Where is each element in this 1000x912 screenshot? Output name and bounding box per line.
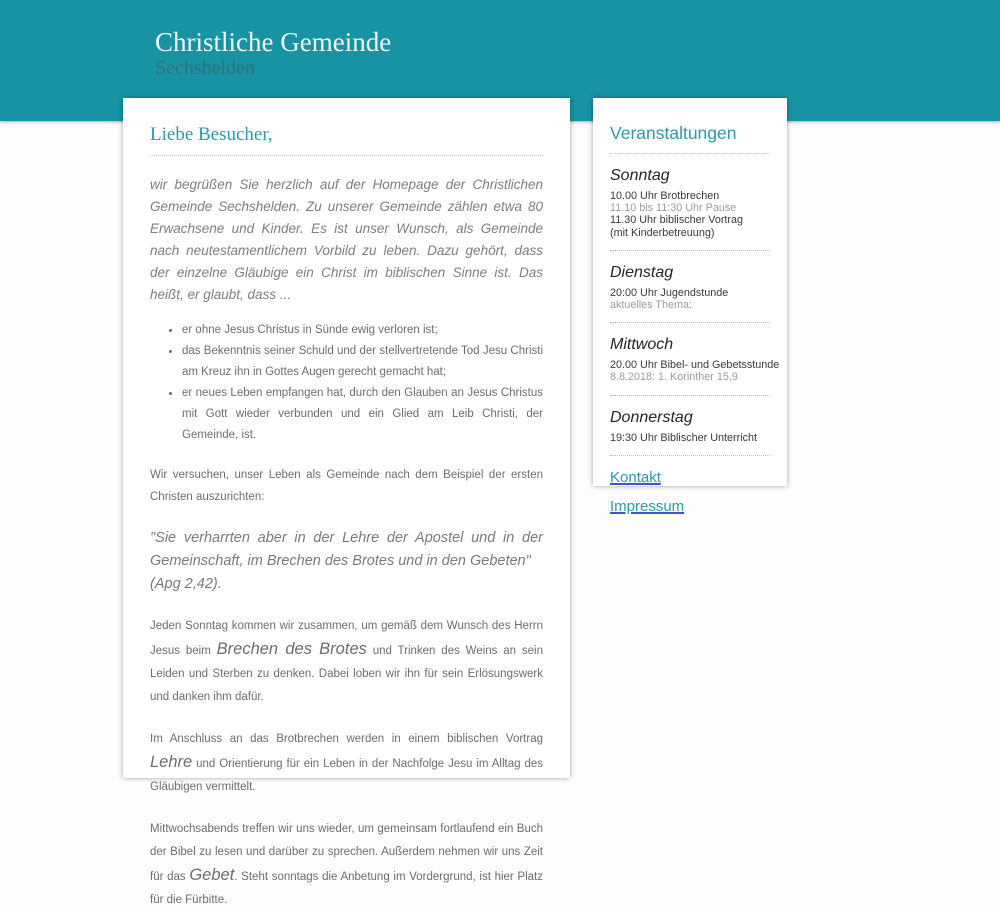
main-content-card <box>123 98 570 906</box>
event-line: 8.8.2018: 1. Korinther 15,9 <box>610 371 738 384</box>
event-line: 11.10 bis 11:30 Uhr Pause <box>610 202 737 215</box>
events-title: Veranstaltungen <box>610 123 770 154</box>
quote-source: (Apg 2,42). <box>150 576 222 592</box>
paragraph-gebet <box>150 818 543 912</box>
day-title: Mittwoch <box>610 336 674 354</box>
events-sidebar-card <box>593 98 787 515</box>
event-line: aktuelles Thema: <box>610 299 693 312</box>
impressum-link[interactable]: Impressum <box>610 497 685 515</box>
bible-quote <box>150 527 543 596</box>
paragraph-text: Im Anschluss an das Brotbrechen werden in einem biblischen Vortrag <box>150 733 543 745</box>
belief-list <box>150 320 543 446</box>
event-section-donnerstag <box>610 409 770 456</box>
paragraph-lehre <box>150 728 543 799</box>
kontakt-link-row <box>610 456 770 485</box>
divider <box>610 322 770 323</box>
mission-paragraph: Wir versuchen, unser Leben als Gemeinde nach dem Beispiel der ersten Christen auszurichten: <box>150 469 543 503</box>
event-section-dienstag <box>610 264 770 323</box>
site-title: Christliche Gemeinde <box>155 27 392 57</box>
impressum-link-row <box>610 485 770 514</box>
site-header <box>155 27 391 79</box>
day-title: Dienstag <box>610 263 674 281</box>
emphasized-word: Lehre <box>150 753 193 771</box>
site-subtitle: Sechshelden <box>155 57 255 79</box>
divider <box>610 395 770 396</box>
page-title: Liebe Besucher, <box>150 124 543 156</box>
emphasized-word: Brechen des Brotes <box>216 640 367 658</box>
list-item: • das Bekenntnis seiner Schuld und der stellvertretende Tod Jesu Christi am Kreuz ihn in Gottes Augen gerecht gemacht hat; <box>181 341 543 383</box>
list-item: • er ohne Jesus Christus in Sünde ewig verloren ist; <box>181 320 543 341</box>
quote-text: "Sie verharrten aber in der Lehre der Apostel und in der Gemeinschaft, im Brechen des Brotes und in den Gebeten" <box>150 530 543 569</box>
event-section-mittwoch <box>610 336 780 395</box>
event-line: (mit Kinderbetreuung) <box>610 226 715 239</box>
divider <box>610 250 770 251</box>
event-line: 19:30 Uhr Biblischer Unterricht <box>610 431 758 444</box>
emphasized-word: Gebet <box>189 866 235 884</box>
event-line: 20.00 Uhr Bibel- und Gebetsstunde <box>610 359 780 372</box>
paragraph-brotbrechen <box>150 615 543 709</box>
day-title: Sonntag <box>610 167 670 184</box>
event-line: 20:00 Uhr Jugendstunde <box>610 286 729 299</box>
day-title: Donnerstag <box>610 408 693 426</box>
paragraph-text: Mittwochsabends treffen wir uns wieder, um gemeinsam fortlaufend ein Buch der Bibel zu lesen und darüber zu sprechen. Außerdem nehmen wir uns Zeit für das <box>150 823 543 883</box>
intro-paragraph: wir begrüßen Sie herzlich auf der Homepage der Christlichen Gemeinde Sechshelden. Zu unserer Gemeinde zählen etwa 80 Erwachsene und Kinder. Es ist unser Wunsch, als Gemeinde nach neutestamentlichem Vorbild zu leben. Dazu gehört, dass der einzelne Gläubige ein Christ im biblischen Sinne ist. Das heißt, er glaubt, dass ... <box>150 177 543 302</box>
paragraph-text: und Orientierung für ein Leben in der Nachfolge Jesu im Alltag des Gläubigen vermittelt. <box>150 758 543 793</box>
paragraph-text: und Trinken des Weins an sein Leiden und Sterben zu denken. Dabei loben wir ihn für sein Erlösungswerk und danken ihm dafür. <box>150 645 543 703</box>
list-item: • er neues Leben empfangen hat, durch den Glauben an Jesus Christus mit Gott wieder verbunden und ein Glied am Leib Christi, der Gemeinde, ist. <box>181 383 543 446</box>
paragraph-text: Jeden Sonntag kommen wir zusammen, um gemäß dem Wunsch des Herrn Jesus beim <box>150 620 543 657</box>
event-line: 11.30 Uhr biblischer Vortrag <box>610 214 744 227</box>
event-section-sonntag <box>610 167 770 251</box>
kontakt-link[interactable]: Kontakt <box>610 468 661 486</box>
event-line: 10.00 Uhr Brotbrechen <box>610 190 720 202</box>
paragraph-text: . Steht sonntags die Anbetung im Vordergrund, ist hier Platz für die Fürbitte. <box>150 871 544 906</box>
